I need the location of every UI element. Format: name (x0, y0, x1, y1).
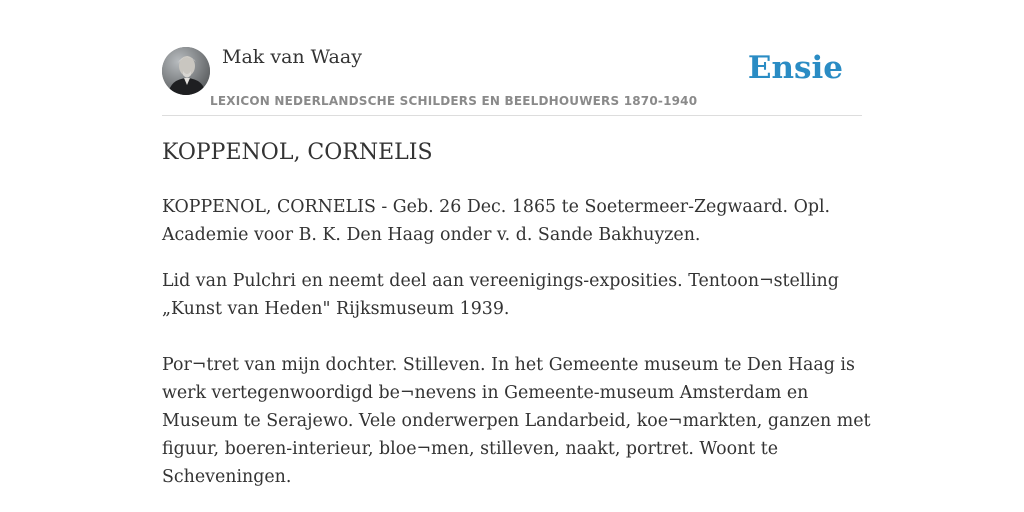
entry-body (162, 193, 882, 509)
paragraph-works: Por¬tret van mijn dochter. Stilleven. In het Gemeente museum te Den Haag is werk vertegenwoordigd be¬nevens in Gemeente-museum Amsterdam en Museum te Serajewo. Vele onderwerpen Landarbeid, koe¬markten, ganzen met figuur, boeren-interieur, bloe¬men, stilleven, naakt, portret. Woont te Scheveningen. (162, 355, 871, 487)
entry-title: KOPPENOL, CORNELIS (162, 140, 433, 165)
ensie-logo[interactable]: Ensie (747, 50, 843, 86)
header-divider (162, 115, 862, 116)
portrait-image (162, 47, 210, 95)
paragraph-membership: Lid van Pulchri en neemt deel aan vereenigings-exposities. Tentoon¬stelling „Kunst van Heden" Rijksmuseum 1939. (162, 271, 839, 319)
source-title[interactable]: LEXICON NEDERLANDSCHE SCHILDERS EN BEELDHOUWERS 1870-1940 (210, 94, 698, 108)
author-avatar[interactable] (162, 47, 210, 95)
paragraph-birth: KOPPENOL, CORNELIS - Geb. 26 Dec. 1865 te Soetermeer-Zegwaard. Opl. Academie voor B. K. Den Haag onder v. d. Sande Bakhuyzen. (162, 197, 831, 245)
author-name[interactable]: Mak van Waay (222, 46, 362, 68)
